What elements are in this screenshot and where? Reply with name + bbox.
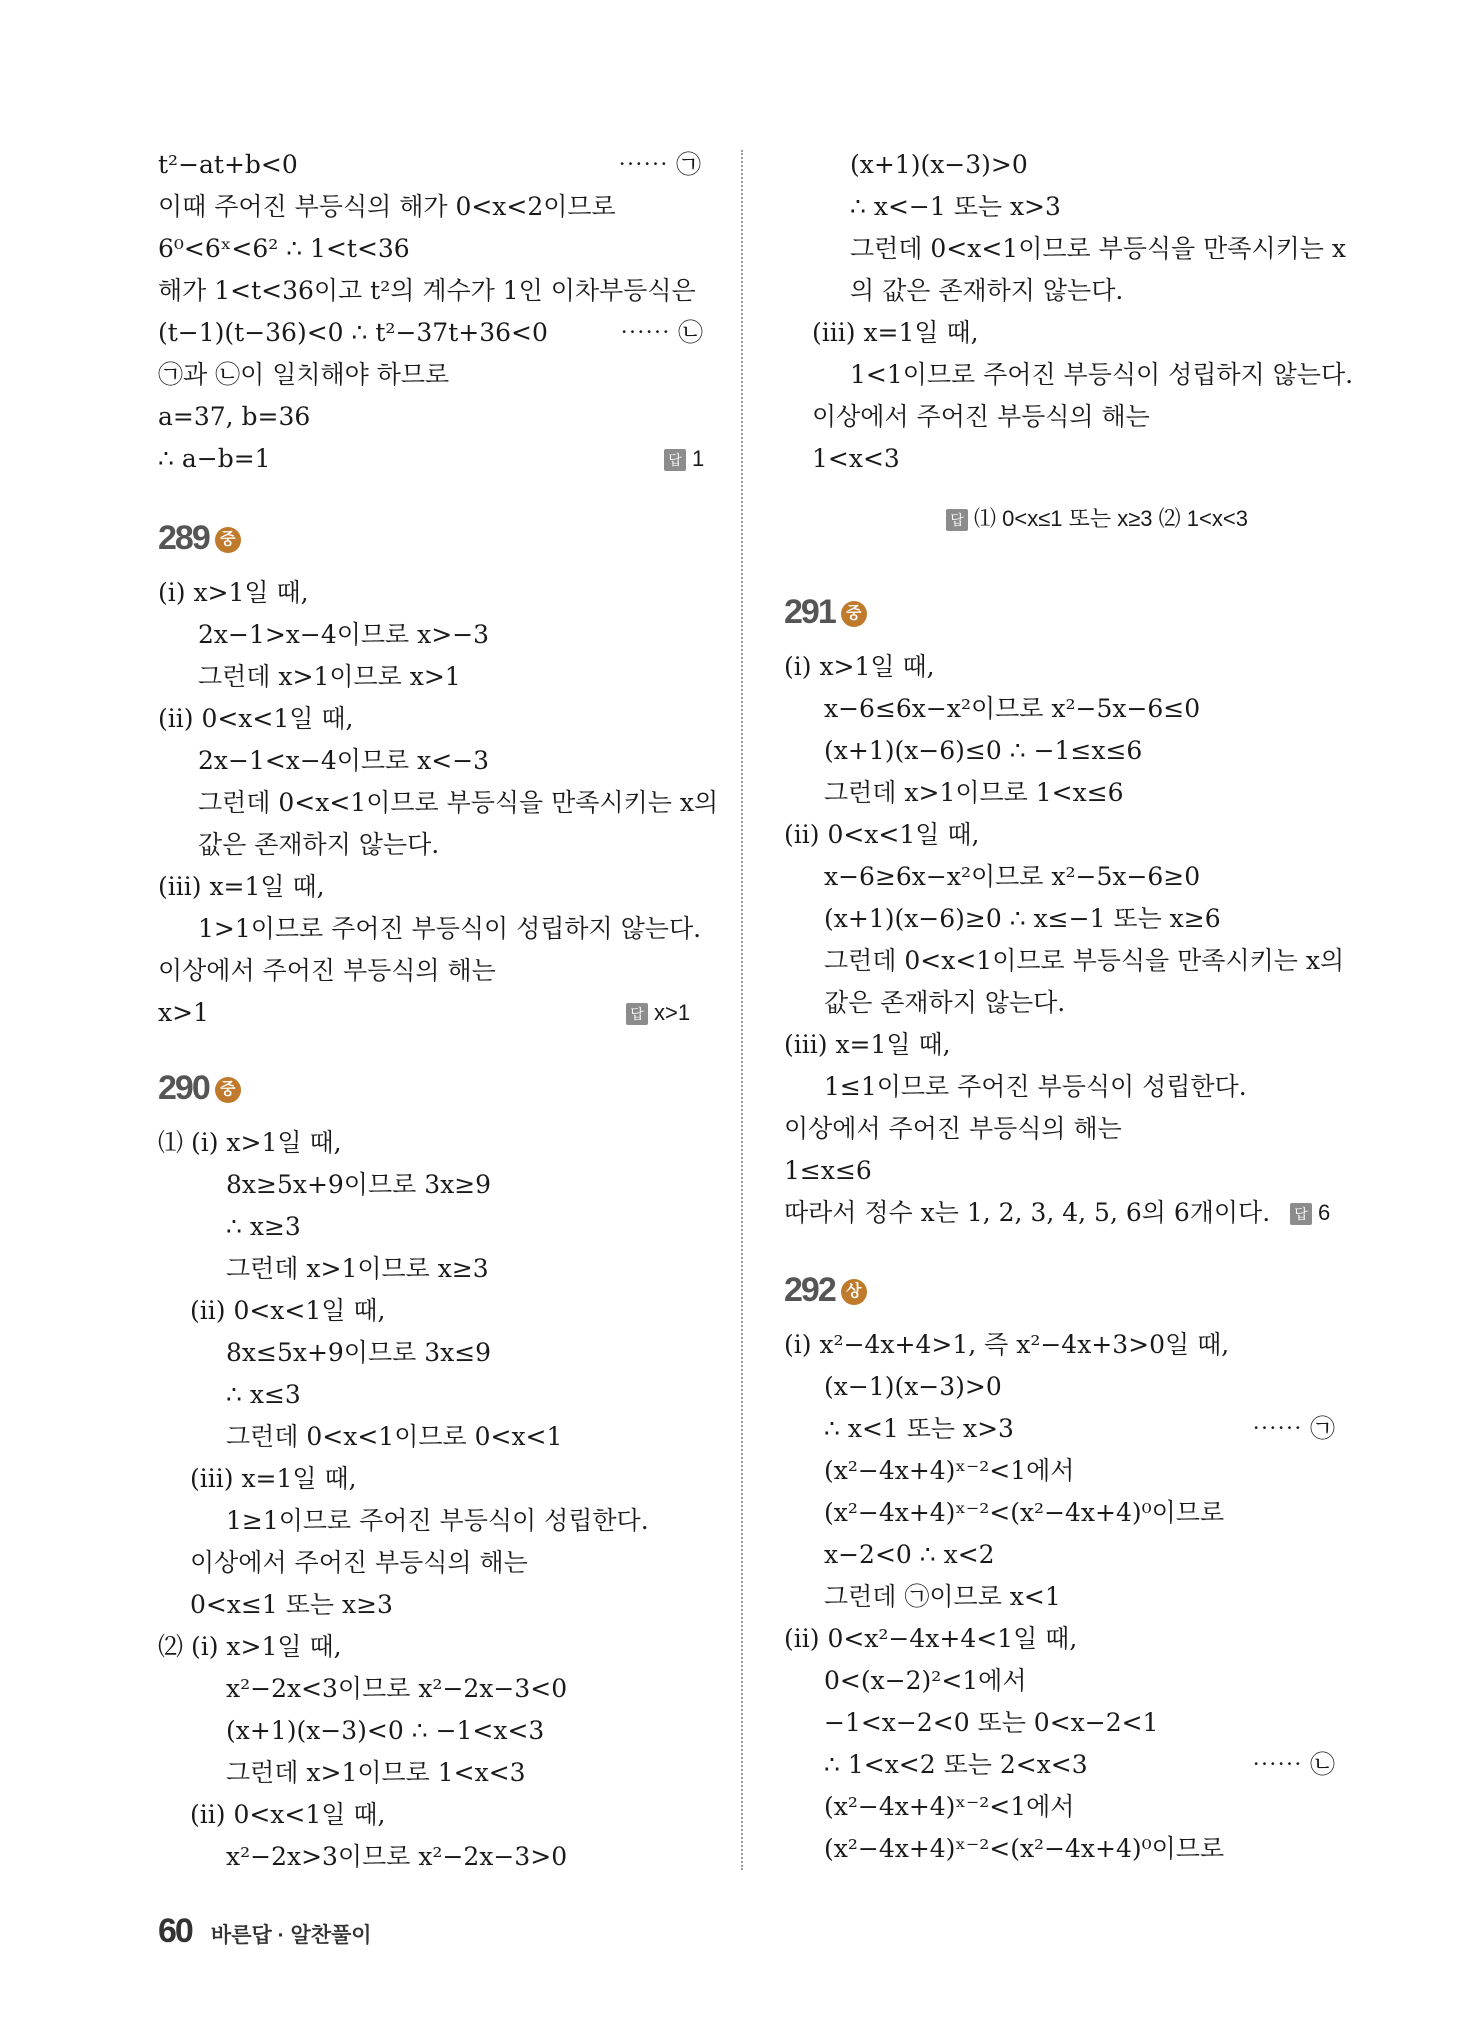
solution-line: 그런데 ㉠이므로 x<1 [824, 1582, 1061, 1611]
answer-value: 6 [1318, 1200, 1331, 1225]
solution-line: 0<(x−2)²<1에서 [824, 1666, 1027, 1695]
solution-line: 1≤x≤6 [784, 1156, 872, 1185]
solution-line: x²−2x>3이므로 x²−2x−3>0 [226, 1842, 568, 1871]
solution-line: 6⁰<6ˣ<6² ∴ 1<t<36 [158, 234, 410, 263]
solution-line: (ⅲ) x=1일 때, [784, 1030, 951, 1059]
solution-line: (ⅲ) x=1일 때, [812, 318, 979, 347]
solution-line: (x+1)(x−3)>0 [850, 150, 1028, 179]
solution-line: 8x≤5x+9이므로 3x≤9 [226, 1338, 492, 1367]
solution-line: 0<x≤1 또는 x≥3 [190, 1590, 393, 1619]
solution-line: 1≤1이므로 주어진 부등식이 성립한다. [824, 1072, 1247, 1101]
solution-line: (x+1)(x−6)≤0 ∴ −1≤x≤6 [824, 736, 1143, 765]
label-marker: ⋯⋯ ㉡ [620, 318, 703, 347]
solution-line: 그런데 x>1이므로 x>1 [198, 662, 461, 691]
answer-tag [946, 502, 1248, 536]
solution-line: 값은 존재하지 않는다. [824, 988, 1066, 1017]
problem-header-292 [784, 1270, 867, 1310]
solution-line: 1<1이므로 주어진 부등식이 성립하지 않는다. [850, 360, 1354, 389]
answer-value: ⑴ 0<x≤1 또는 x≥3 ⑵ 1<x<3 [974, 506, 1248, 531]
solution-line: 그런데 0<x<1이므로 부등식을 만족시키는 x [850, 234, 1346, 263]
solution-line: (ⅱ) 0<x²−4x+4<1일 때, [784, 1624, 1078, 1653]
solution-line: (ⅲ) x=1일 때, [190, 1464, 357, 1493]
solution-line: (ⅱ) 0<x<1일 때, [190, 1296, 386, 1325]
answer-icon: 답 [664, 449, 686, 471]
solution-line: (t−1)(t−36)<0 ∴ t²−37t+36<0 [158, 318, 548, 347]
solution-line: x−2<0 ∴ x<2 [824, 1540, 995, 1569]
solution-line: x−6≤6x−x²이므로 x²−5x−6≤0 [824, 694, 1201, 723]
solution-line: ∴ x<−1 또는 x>3 [850, 192, 1061, 221]
column-divider [741, 150, 743, 1870]
book-title: 바른답 · 알찬풀이 [210, 1924, 372, 1947]
solution-line: x−6≥6x−x²이므로 x²−5x−6≥0 [824, 862, 1201, 891]
solution-line: 1≥1이므로 주어진 부등식이 성립한다. [226, 1506, 649, 1535]
solution-line: 1<x<3 [812, 444, 900, 473]
solution-line: (ⅰ) x>1일 때, [158, 578, 309, 607]
solution-line: ∴ 1<x<2 또는 2<x<3 [824, 1750, 1088, 1779]
label-marker: ⋯⋯ ㉡ [1252, 1750, 1335, 1779]
difficulty-badge: 상 [841, 1279, 867, 1305]
solution-line: 2x−1>x−4이므로 x>−3 [198, 620, 490, 649]
difficulty-badge: 중 [215, 527, 241, 553]
solution-line: (x²−4x+4)ˣ⁻²<(x²−4x+4)⁰이므로 [824, 1834, 1225, 1863]
answer-icon: 답 [1290, 1203, 1312, 1225]
solution-line: 이상에서 주어진 부등식의 해는 [158, 956, 496, 985]
solution-line: 그런데 0<x<1이므로 0<x<1 [226, 1422, 563, 1451]
solution-line: ⑴ (ⅰ) x>1일 때, [158, 1128, 342, 1157]
solution-line: (ⅰ) x²−4x+4>1, 즉 x²−4x+3>0일 때, [784, 1330, 1230, 1359]
solution-line: ∴ x<1 또는 x>3 [824, 1414, 1014, 1443]
page-number: 60 [158, 1912, 192, 1950]
page-footer [158, 1912, 372, 1951]
answer-tag [626, 996, 690, 1030]
solution-line: 따라서 정수 x는 1, 2, 3, 4, 5, 6의 6개이다. [784, 1198, 1271, 1227]
problem-number: 289 [158, 519, 209, 557]
answer-icon: 답 [946, 509, 968, 531]
solution-line: (x²−4x+4)ˣ⁻²<1에서 [824, 1456, 1075, 1485]
solution-line: ⑵ (ⅰ) x>1일 때, [158, 1632, 342, 1661]
label-marker: ⋯⋯ ㉠ [618, 150, 701, 179]
answer-tag [664, 442, 704, 476]
solution-line: 해가 1<t<36이고 t²의 계수가 1인 이차부등식은 [158, 276, 696, 305]
solution-line: x²−2x<3이므로 x²−2x−3<0 [226, 1674, 568, 1703]
solution-line: 그런데 0<x<1이므로 부등식을 만족시키는 x의 [824, 946, 1345, 975]
problem-header-289 [158, 518, 241, 558]
solution-line: 1>1이므로 주어진 부등식이 성립하지 않는다. [198, 914, 702, 943]
solution-line: (x+1)(x−3)<0 ∴ −1<x<3 [226, 1716, 545, 1745]
solution-line: 값은 존재하지 않는다. [198, 830, 440, 859]
solution-line: (ⅰ) x>1일 때, [784, 652, 935, 681]
solution-line: (ⅲ) x=1일 때, [158, 872, 325, 901]
solution-line: (x−1)(x−3)>0 [824, 1372, 1002, 1401]
problem-header-290 [158, 1068, 241, 1108]
difficulty-badge: 중 [841, 601, 867, 627]
solution-line: −1<x−2<0 또는 0<x−2<1 [824, 1708, 1159, 1737]
label-marker: ⋯⋯ ㉠ [1252, 1414, 1335, 1443]
solution-line: 이상에서 주어진 부등식의 해는 [812, 402, 1150, 431]
solution-line: ∴ x≥3 [226, 1212, 301, 1241]
solution-line: 이때 주어진 부등식의 해가 0<x<2이므로 [158, 192, 616, 221]
solution-line: ㉠과 ㉡이 일치해야 하므로 [158, 360, 450, 389]
solution-line: 의 값은 존재하지 않는다. [850, 276, 1124, 305]
answer-icon: 답 [626, 1003, 648, 1025]
problem-number: 292 [784, 1271, 835, 1309]
solution-line: 그런데 x>1이므로 x≥3 [226, 1254, 489, 1283]
solution-line: (ⅱ) 0<x<1일 때, [158, 704, 354, 733]
solution-line: 8x≥5x+9이므로 3x≥9 [226, 1170, 492, 1199]
solution-line: x>1 [158, 998, 209, 1027]
solution-line: 이상에서 주어진 부등식의 해는 [784, 1114, 1122, 1143]
solution-line: (x²−4x+4)ˣ⁻²<1에서 [824, 1792, 1075, 1821]
solution-line: (x²−4x+4)ˣ⁻²<(x²−4x+4)⁰이므로 [824, 1498, 1225, 1527]
answer-tag [1290, 1196, 1330, 1230]
solution-line: 2x−1<x−4이므로 x<−3 [198, 746, 490, 775]
solution-line: (ⅱ) 0<x<1일 때, [784, 820, 980, 849]
solution-line: (ⅱ) 0<x<1일 때, [190, 1800, 386, 1829]
solution-line: t²−at+b<0 [158, 150, 298, 179]
answer-value: x>1 [654, 1000, 691, 1025]
problem-number: 290 [158, 1069, 209, 1107]
solution-line: ∴ a−b=1 [158, 444, 271, 473]
solution-line: (x+1)(x−6)≥0 ∴ x≤−1 또는 x≥6 [824, 904, 1221, 933]
solution-line: 그런데 x>1이므로 1<x<3 [226, 1758, 526, 1787]
solution-line: 그런데 x>1이므로 1<x≤6 [824, 778, 1124, 807]
solution-line: ∴ x≤3 [226, 1380, 301, 1409]
difficulty-badge: 중 [215, 1077, 241, 1103]
problem-number: 291 [784, 593, 835, 631]
solution-line: 이상에서 주어진 부등식의 해는 [190, 1548, 528, 1577]
answer-value: 1 [692, 446, 705, 471]
problem-header-291 [784, 592, 867, 632]
solution-line: a=37, b=36 [158, 402, 311, 431]
solution-line: 그런데 0<x<1이므로 부등식을 만족시키는 x의 [198, 788, 719, 817]
